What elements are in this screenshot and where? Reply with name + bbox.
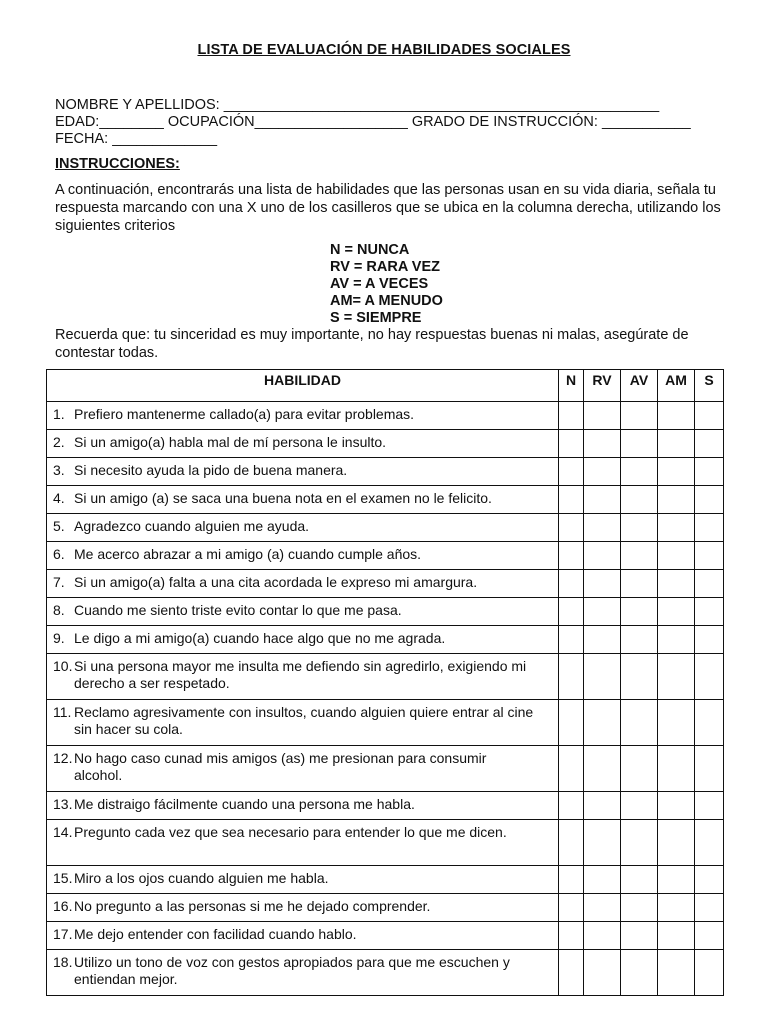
skill-number: 1. [53, 406, 65, 422]
answer-cell-av[interactable] [621, 746, 658, 792]
header-n: N [559, 370, 584, 402]
skill-cell [47, 792, 559, 820]
skill-text: Me distraigo fácilmente cuando una persona me habla. [74, 796, 415, 812]
table-row [47, 598, 724, 626]
skill-text: Cuando me siento triste evito contar lo que me pasa. [74, 602, 402, 618]
skill-cell [47, 626, 559, 654]
header-habilidad: HABILIDAD [47, 370, 559, 402]
skill-text: Si una persona mayor me insulta me defiendo sin agredirlo, exigiendo mi derecho a ser respetado. [74, 658, 527, 691]
answer-cell-n[interactable] [559, 430, 584, 458]
table-row [47, 402, 724, 430]
table-row [47, 820, 724, 866]
table-header-row [47, 370, 724, 402]
answer-cell-am[interactable] [658, 894, 695, 922]
answer-cell-s[interactable] [695, 458, 724, 486]
answer-cell-av[interactable] [621, 570, 658, 598]
skill-text: Si un amigo(a) habla mal de mí persona le insulto. [74, 434, 387, 450]
skill-number: 4. [53, 490, 65, 506]
answer-cell-n[interactable] [559, 486, 584, 514]
answer-cell-rv[interactable] [584, 570, 621, 598]
answer-cell-n[interactable] [559, 570, 584, 598]
header-s: S [695, 370, 724, 402]
answer-cell-rv[interactable] [584, 598, 621, 626]
answer-cell-am[interactable] [658, 922, 695, 950]
skill-text: Si un amigo (a) se saca una buena nota en el examen no le felicito. [74, 490, 492, 506]
instructions-heading: INSTRUCCIONES: [55, 156, 180, 172]
answer-cell-rv[interactable] [584, 654, 621, 700]
table-row [47, 486, 724, 514]
answer-cell-s[interactable] [695, 626, 724, 654]
skill-number: 2. [53, 434, 65, 450]
answer-cell-av[interactable] [621, 402, 658, 430]
answer-cell-rv[interactable] [584, 700, 621, 746]
answer-cell-n[interactable] [559, 792, 584, 820]
answer-cell-rv[interactable] [584, 626, 621, 654]
skill-cell [47, 458, 559, 486]
skill-number: 6. [53, 546, 65, 562]
answer-cell-s[interactable] [695, 598, 724, 626]
answer-cell-n[interactable] [559, 542, 584, 570]
skill-number: 15. [53, 870, 73, 886]
answer-cell-am[interactable] [658, 486, 695, 514]
skill-cell [47, 950, 559, 996]
answer-cell-am[interactable] [658, 950, 695, 996]
criteria-item: AM= A MENUDO [330, 293, 443, 309]
answer-cell-am[interactable] [658, 514, 695, 542]
skill-cell [47, 570, 559, 598]
answer-cell-av[interactable] [621, 514, 658, 542]
answer-cell-s[interactable] [695, 654, 724, 700]
answer-cell-av[interactable] [621, 894, 658, 922]
answer-cell-am[interactable] [658, 792, 695, 820]
answer-cell-s[interactable] [695, 746, 724, 792]
answer-cell-s[interactable] [695, 866, 724, 894]
answer-cell-rv[interactable] [584, 514, 621, 542]
answer-cell-av[interactable] [621, 654, 658, 700]
skill-text: Me acerco abrazar a mi amigo (a) cuando cumple años. [74, 546, 422, 562]
answer-cell-n[interactable] [559, 746, 584, 792]
answer-cell-rv[interactable] [584, 430, 621, 458]
answer-cell-rv[interactable] [584, 458, 621, 486]
instructions-text: A continuación, encontrarás una lista de habilidades que las personas usan en su vida diaria, señala tu respuesta marcando con una X uno de los casilleros que se ubica en la columna derecha, utilizando los siguientes criterios [55, 182, 721, 234]
table-row [47, 746, 724, 792]
skill-text: Reclamo agresivamente con insultos, cuando alguien quiere entrar al cine sin hacer su cola. [74, 704, 534, 737]
answer-cell-am[interactable] [658, 570, 695, 598]
table-row [47, 542, 724, 570]
answer-cell-av[interactable] [621, 950, 658, 996]
skill-number: 16. [53, 898, 73, 914]
answer-cell-s[interactable] [695, 486, 724, 514]
header-am: AM [658, 370, 695, 402]
answer-cell-n[interactable] [559, 894, 584, 922]
skill-cell [47, 700, 559, 746]
skill-number: 12. [53, 750, 73, 766]
skill-cell [47, 922, 559, 950]
answer-cell-av[interactable] [621, 458, 658, 486]
answer-cell-rv[interactable] [584, 894, 621, 922]
answer-cell-n[interactable] [559, 654, 584, 700]
criteria-item: S = SIEMPRE [330, 310, 422, 326]
table-row [47, 866, 724, 894]
skill-number: 14. [53, 824, 73, 840]
skill-text: Si necesito ayuda la pido de buena manera. [74, 462, 348, 478]
skill-cell [47, 514, 559, 542]
answer-cell-n[interactable] [559, 402, 584, 430]
answer-cell-n[interactable] [559, 700, 584, 746]
answer-cell-av[interactable] [621, 430, 658, 458]
answer-cell-s[interactable] [695, 792, 724, 820]
name-field-line[interactable]: NOMBRE Y APELLIDOS: ______________________________________________________ [55, 97, 660, 113]
answer-cell-s[interactable] [695, 922, 724, 950]
table-row [47, 514, 724, 542]
skills-table [46, 369, 724, 996]
answer-cell-rv[interactable] [584, 542, 621, 570]
answer-cell-s[interactable] [695, 514, 724, 542]
skill-number: 11. [53, 704, 72, 720]
table-row [47, 894, 724, 922]
skill-text: Prefiero mantenerme callado(a) para evitar problemas. [74, 406, 415, 422]
answer-cell-s[interactable] [695, 430, 724, 458]
table-row [47, 700, 724, 746]
answer-cell-av[interactable] [621, 820, 658, 866]
answer-cell-am[interactable] [658, 626, 695, 654]
answer-cell-av[interactable] [621, 598, 658, 626]
skill-number: 13. [53, 796, 73, 812]
answer-cell-n[interactable] [559, 922, 584, 950]
answer-cell-n[interactable] [559, 598, 584, 626]
skill-text: Agradezco cuando alguien me ayuda. [74, 518, 310, 534]
date-field-line[interactable]: FECHA: _____________ [55, 131, 218, 147]
skill-text: Pregunto cada vez que sea necesario para entender lo que me dicen. [74, 824, 507, 840]
answer-cell-am[interactable] [658, 598, 695, 626]
answer-cell-s[interactable] [695, 570, 724, 598]
table-row [47, 626, 724, 654]
answer-cell-am[interactable] [658, 542, 695, 570]
answer-cell-rv[interactable] [584, 746, 621, 792]
skill-number: 18. [53, 954, 73, 970]
criteria-list [330, 242, 443, 327]
skill-cell [47, 820, 559, 866]
criteria-item: N = NUNCA [330, 242, 410, 258]
answer-cell-av[interactable] [621, 700, 658, 746]
answer-cell-rv[interactable] [584, 820, 621, 866]
answer-cell-s[interactable] [695, 950, 724, 996]
answer-cell-am[interactable] [658, 654, 695, 700]
answer-cell-n[interactable] [559, 820, 584, 866]
skill-number: 3. [53, 462, 65, 478]
answer-cell-s[interactable] [695, 542, 724, 570]
skill-cell [47, 746, 559, 792]
table-row [47, 922, 724, 950]
skill-cell [47, 542, 559, 570]
answer-cell-rv[interactable] [584, 866, 621, 894]
skill-number: 10. [53, 658, 73, 674]
skill-cell [47, 402, 559, 430]
answer-cell-n[interactable] [559, 458, 584, 486]
skill-number: 17. [53, 926, 73, 942]
skill-number: 9. [53, 630, 65, 646]
answer-cell-am[interactable] [658, 458, 695, 486]
criteria-item: RV = RARA VEZ [330, 259, 440, 275]
answer-cell-av[interactable] [621, 792, 658, 820]
table-row [47, 458, 724, 486]
skill-text: Miro a los ojos cuando alguien me habla. [74, 870, 329, 886]
answer-cell-s[interactable] [695, 820, 724, 866]
skill-text: Si un amigo(a) falta a una cita acordada le expreso mi amargura. [74, 574, 478, 590]
skill-cell [47, 894, 559, 922]
skill-text: Le digo a mi amigo(a) cuando hace algo que no me agrada. [74, 630, 446, 646]
answer-cell-n[interactable] [559, 514, 584, 542]
answer-cell-am[interactable] [658, 700, 695, 746]
answer-cell-rv[interactable] [584, 950, 621, 996]
table-row [47, 570, 724, 598]
answer-cell-av[interactable] [621, 486, 658, 514]
answer-cell-n[interactable] [559, 950, 584, 996]
answer-cell-av[interactable] [621, 542, 658, 570]
skill-cell [47, 430, 559, 458]
table-row [47, 430, 724, 458]
answer-cell-n[interactable] [559, 626, 584, 654]
answer-cell-am[interactable] [658, 746, 695, 792]
answer-cell-av[interactable] [621, 866, 658, 894]
header-av: AV [621, 370, 658, 402]
answer-cell-rv[interactable] [584, 402, 621, 430]
skill-cell [47, 486, 559, 514]
criteria-item: AV = A VECES [330, 276, 429, 292]
answer-cell-s[interactable] [695, 700, 724, 746]
skill-text: Me dejo entender con facilidad cuando hablo. [74, 926, 357, 942]
skill-number: 5. [53, 518, 65, 534]
answer-cell-s[interactable] [695, 894, 724, 922]
answer-cell-av[interactable] [621, 626, 658, 654]
answer-cell-am[interactable] [658, 402, 695, 430]
skill-cell [47, 866, 559, 894]
table-row [47, 792, 724, 820]
answer-cell-rv[interactable] [584, 486, 621, 514]
document-title: LISTA DE EVALUACIÓN DE HABILIDADES SOCIALES [197, 42, 571, 58]
skill-number: 8. [53, 602, 65, 618]
table-row [47, 950, 724, 996]
answer-cell-am[interactable] [658, 866, 695, 894]
skill-cell [47, 654, 559, 700]
answer-cell-rv[interactable] [584, 792, 621, 820]
skill-cell [47, 598, 559, 626]
answer-cell-n[interactable] [559, 866, 584, 894]
header-rv: RV [584, 370, 621, 402]
answer-cell-s[interactable] [695, 402, 724, 430]
answer-cell-rv[interactable] [584, 922, 621, 950]
answer-cell-am[interactable] [658, 820, 695, 866]
skill-number: 7. [53, 574, 65, 590]
skill-text: No hago caso cunad mis amigos (as) me presionan para consumir alcohol. [74, 750, 487, 783]
skill-text: No pregunto a las personas si me he dejado comprender. [74, 898, 431, 914]
skill-text: Utilizo un tono de voz con gestos apropiados para que me escuchen y entiendan mejor. [74, 954, 510, 987]
answer-cell-av[interactable] [621, 922, 658, 950]
answer-cell-am[interactable] [658, 430, 695, 458]
table-row [47, 654, 724, 700]
reminder-text: Recuerda que: tu sinceridad es muy importante, no hay respuestas buenas ni malas, asegúrate de contestar todas. [55, 327, 689, 361]
age-occupation-grade-line[interactable]: EDAD:________ OCUPACIÓN___________________ GRADO DE INSTRUCCIÓN: ___________ [55, 114, 691, 130]
